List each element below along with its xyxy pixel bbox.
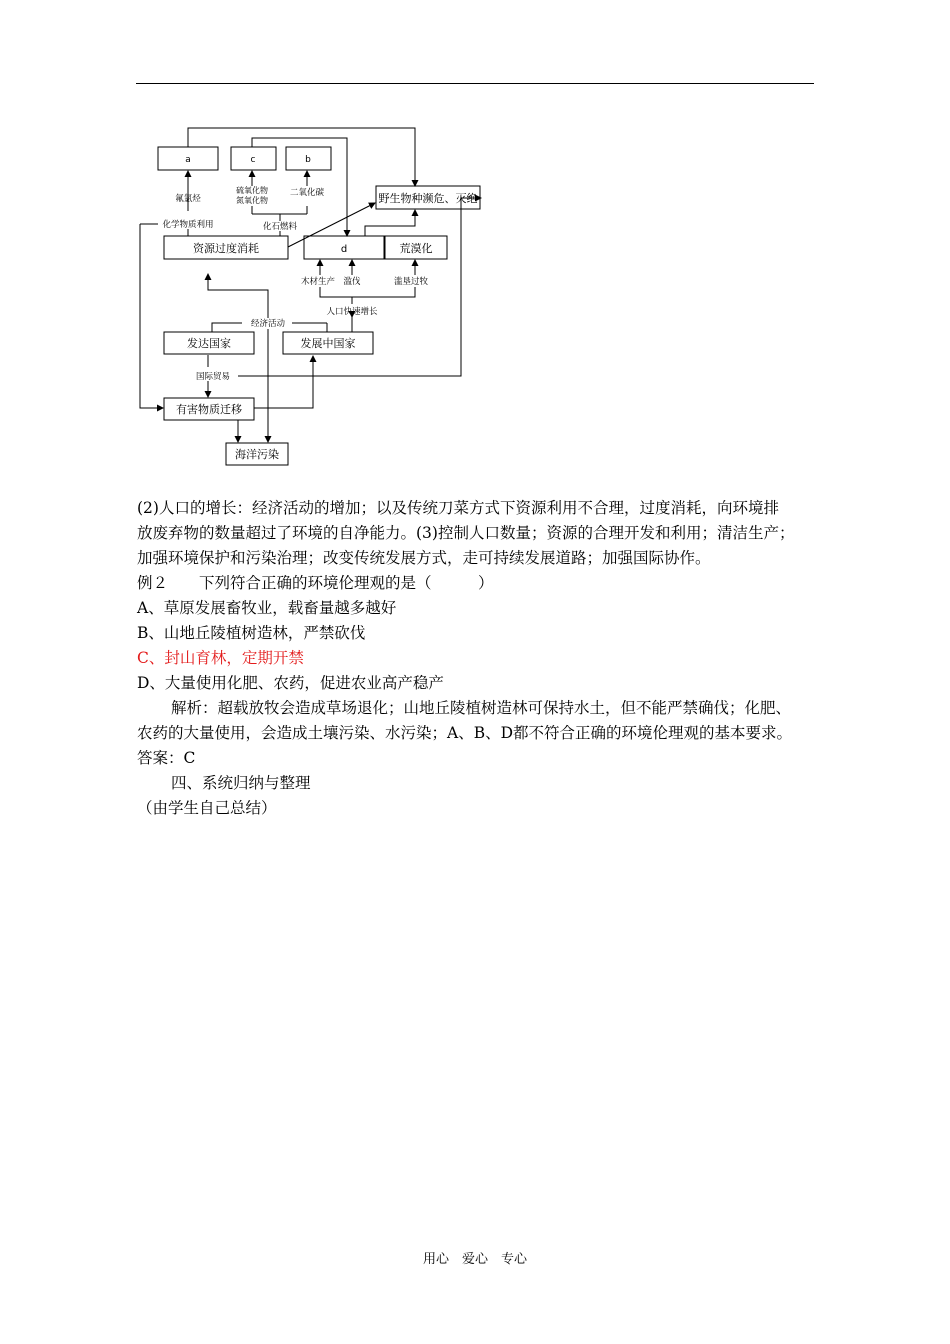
overgrazing-label: 滥垦过牧	[393, 277, 429, 287]
nitrogen-oxides-label: 氮氧化物	[236, 196, 268, 205]
option-a: A、草原发展畜牧业，载畜量越多越好	[137, 599, 397, 617]
wildlife-label: 野生物种濒危、灭绝	[378, 192, 478, 205]
timber-label: 木材生产	[300, 277, 336, 287]
header-rule	[136, 83, 814, 84]
fossil-fuel-label: 化石燃料	[262, 222, 298, 232]
para1-line1: (2)人口的增长：经济活动的增加；以及传统刀菜方式下资源利用不合理，过度消耗，向环境排	[137, 499, 779, 517]
student-summary: （由学生自己总结）	[137, 799, 277, 817]
para1-line2: 放废弃物的数量超过了环境的自净能力。(3)控制人口数量；资源的合理开发和利用；清洁生产；	[137, 524, 795, 542]
economic-activity-label: 经济活动	[250, 319, 286, 329]
page-footer: 用心 爱心 专心	[422, 1252, 527, 1267]
section-four-heading: 四、系统归纳与整理	[171, 774, 311, 792]
harmful-transfer-label: 有害物质迁移	[176, 403, 242, 416]
developing-label: 发展中国家	[300, 337, 356, 350]
desertification-label: 荒漠化	[399, 242, 433, 255]
environment-problem-diagram	[120, 118, 490, 470]
international-trade-label: 国际贸易	[195, 372, 231, 382]
developed-label: 发达国家	[187, 337, 231, 350]
analysis-line1: 解析：超载放牧会造成草场退化；山地丘陵植树造林可保持水土，但不能严禁确伐；化肥、	[171, 699, 792, 717]
option-b: B、山地丘陵植树造林，严禁砍伐	[137, 624, 366, 642]
co2-label: 二氧化碳	[289, 188, 325, 198]
analysis-line2: 农药的大量使用，会造成土壤污染、水污染；A、B、D都不符合正确的环境伦理观的基本要求。	[137, 724, 793, 742]
answer: 答案：C	[137, 749, 196, 767]
population-growth-label: 人口快速增长	[326, 307, 378, 317]
resource-overuse-label: 资源过度消耗	[193, 242, 259, 255]
sulfur-oxides-label: 硫氧化物	[236, 186, 268, 195]
example-question: 例２ 下列符合正确的环境伦理观的是（ ）	[137, 574, 494, 592]
box-c-label: c	[250, 155, 256, 165]
box-d-label: d	[340, 244, 348, 255]
ocean-label: 海洋污染	[235, 448, 279, 461]
deforestation-label: 滥伐	[343, 277, 361, 287]
body-text	[137, 496, 822, 821]
cfc-label: 氟氯烃	[175, 194, 201, 204]
chemical-use-label: 化学物质利用	[162, 220, 214, 230]
box-a-label: a	[185, 155, 191, 165]
option-d: D、大量使用化肥、农药，促进农业高产稳产	[137, 674, 444, 692]
para1-line3: 加强环境保护和污染治理；改变传统发展方式，走可持续发展道路；加强国际协作。	[137, 549, 711, 567]
option-c-answer: C、封山育林，定期开禁	[137, 649, 304, 667]
box-b-label: b	[305, 155, 311, 165]
